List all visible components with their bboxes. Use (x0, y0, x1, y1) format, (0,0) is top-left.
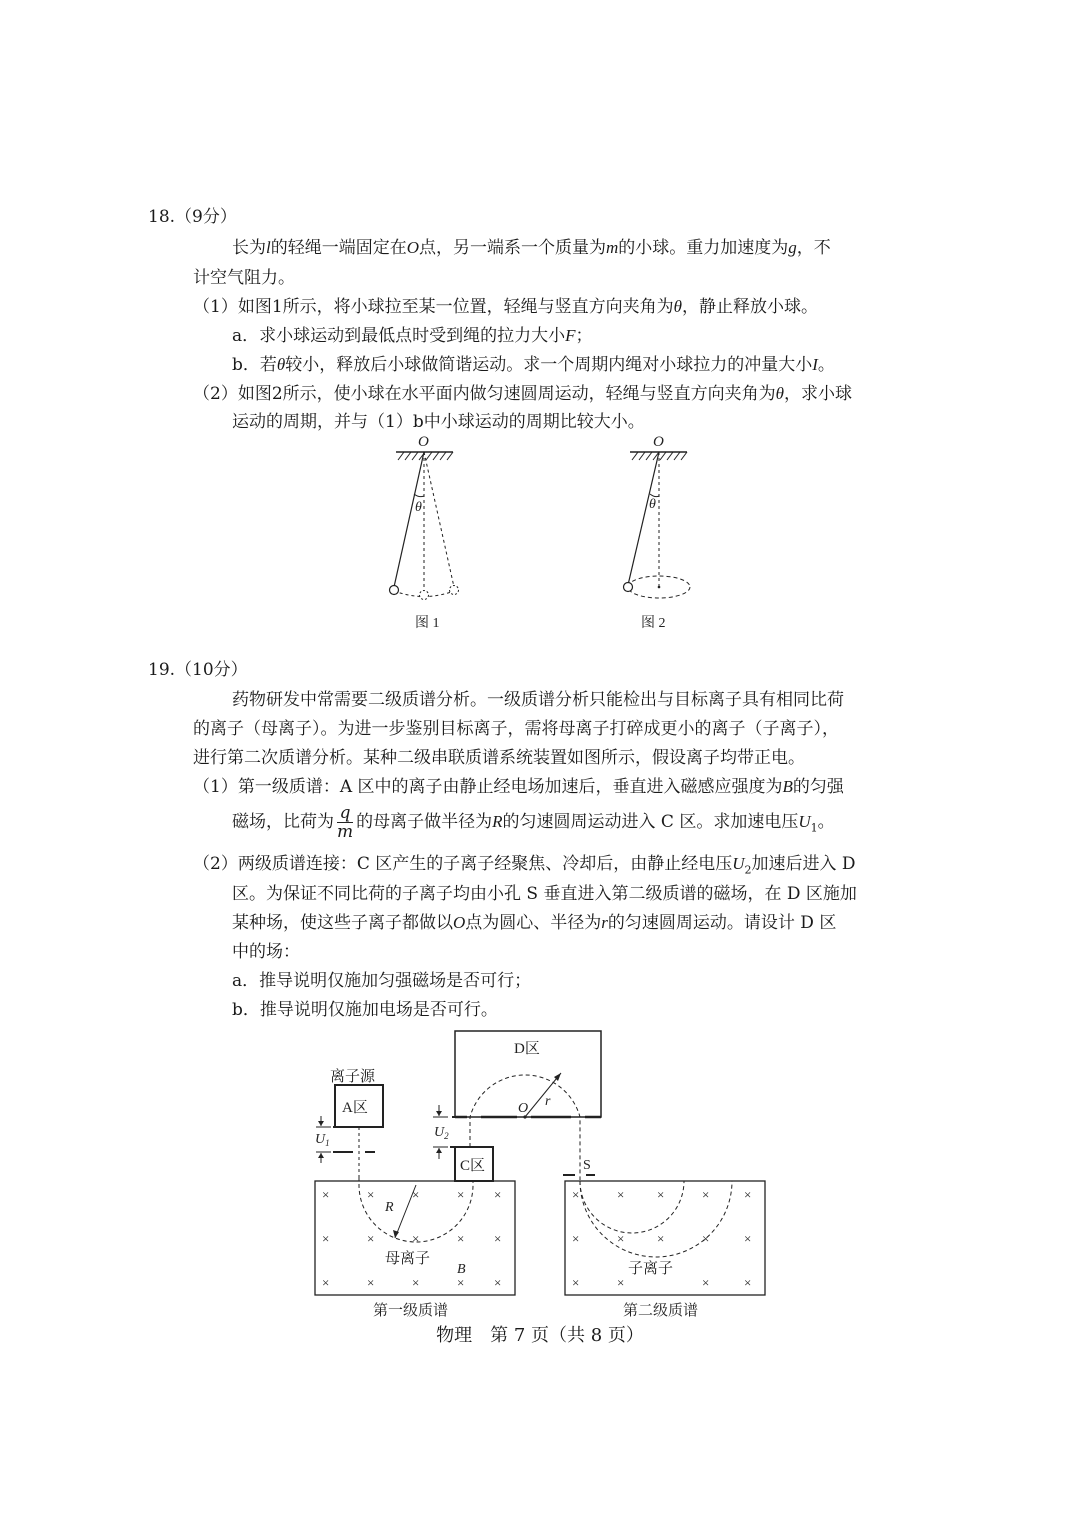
figure-2-conical-pendulum (608, 430, 708, 635)
svg-text:×: × (412, 1187, 420, 1202)
charge-mass-ratio: $\frac{q}{m}$ (337, 803, 354, 842)
first-spectrum-label: 第一级质谱 (373, 1303, 449, 1319)
U1-arrowhead-top (318, 1121, 324, 1126)
q19-part2-line3: 某种场，使这些子离子都做以O点为圆心、半径为r的匀速圆周运动。请设计 D 区 (232, 913, 837, 933)
page-footer: 物理 第 7 页（共 8 页） (436, 1325, 644, 1346)
svg-text:×: × (322, 1187, 330, 1202)
U1-label: $U_1$ (315, 1132, 330, 1148)
q19-part2b: b．推导说明仅施加电场是否可行。 (232, 1000, 498, 1020)
q19-number: 19.（10分） (148, 660, 248, 680)
svg-text:×: × (457, 1187, 465, 1202)
svg-text:×: × (494, 1275, 502, 1290)
U2-label: $U_2$ (434, 1125, 449, 1141)
fig2-theta-label: θ (649, 497, 656, 512)
fig1-ball-bottom (420, 591, 429, 600)
D-r-label: r (545, 1094, 551, 1109)
q18-part2-line2: 运动的周期，并与（1）b中小球运动的周期比较大小。 (232, 412, 645, 432)
fig1-ball (390, 586, 399, 595)
D-zone-label: D区 (514, 1041, 540, 1057)
U2-arrowhead-bottom (436, 1148, 442, 1153)
svg-text:×: × (572, 1187, 580, 1202)
fig1-angle-arc (414, 494, 424, 497)
svg-text:×: × (744, 1231, 752, 1246)
q19-part2a: a．推导说明仅施加匀强磁场是否可行； (232, 971, 532, 991)
second-spectrum-label: 第二级质谱 (623, 1303, 699, 1319)
svg-text:×: × (494, 1187, 502, 1202)
C-zone-label: C区 (460, 1158, 486, 1174)
q19-part2-line2: 区。为保证不同比荷的子离子均由小孔 S 垂直进入第二级质谱的磁场，在 D 区施加 (232, 884, 857, 904)
mass-spectrometer-diagram (305, 1025, 775, 1325)
svg-text:×: × (572, 1231, 580, 1246)
parent-ion-label: 母离子 (385, 1251, 431, 1267)
R-label: R (385, 1200, 394, 1215)
second-spectrum-region (565, 1181, 765, 1295)
svg-text:×: × (457, 1231, 465, 1246)
fig1-O-label: O (418, 434, 429, 450)
fig2-center-point (658, 586, 661, 589)
q19-intro-line1: 药物研发中常需要二级质谱分析。一级质谱分析只能检出与目标离子具有相同比荷 (232, 690, 844, 710)
q19-part1-line2: 磁场，比荷为 $\frac{q}{m}$ 的母离子做半径为R的匀速圆周运动进入 C 区。求加速电压$U_1$。 (232, 803, 835, 842)
child-ion-path-small (580, 1181, 684, 1233)
q18-part1a: a．求小球运动到最低点时受到绳的拉力大小F； (232, 326, 593, 346)
fig1-theta-label: θ (415, 500, 422, 515)
child-ion-label: 子离子 (628, 1261, 674, 1277)
svg-text:×: × (702, 1187, 710, 1202)
svg-text:×: × (617, 1187, 625, 1202)
svg-text:×: × (412, 1275, 420, 1290)
svg-text:×: × (702, 1275, 710, 1290)
q18-part1: （1）如图1所示，将小球拉至某一位置，轻绳与竖直方向夹角为θ，静止释放小球。 (193, 297, 818, 317)
q19-part2-line4: 中的场： (232, 942, 300, 962)
S-label: S (583, 1158, 591, 1173)
q18-intro-line1: 长为l的轻绳一端固定在O点，另一端系一个质量为m的小球。重力加速度为g，不 (232, 238, 831, 258)
q18-part1b: b．若θ较小，释放后小球做简谐运动。求一个周期内绳对小球拉力的冲量大小I。 (232, 355, 835, 375)
q18-intro-line2: 计空气阻力。 (193, 268, 295, 288)
ion-source-label: 离子源 (330, 1069, 376, 1085)
first-spectrum-crosses (322, 1187, 501, 1290)
q18-part2: （2）如图2所示，使小球在水平面内做匀速圆周运动，轻绳与竖直方向夹角为θ，求小球 (193, 384, 852, 404)
svg-text:×: × (572, 1275, 580, 1290)
q19-intro-line3: 进行第二次质谱分析。某种二级串联质谱系统装置如图所示，假设离子均带正电。 (193, 748, 805, 768)
svg-text:×: × (657, 1231, 665, 1246)
fig2-ball (624, 583, 633, 592)
fig1-string (394, 452, 424, 587)
svg-text:×: × (494, 1231, 502, 1246)
fig2-caption: 图 2 (641, 616, 666, 631)
fig1-caption: 图 1 (415, 616, 440, 631)
svg-text:×: × (322, 1231, 330, 1246)
q19-part1: （1）第一级质谱：A 区中的离子由静止经电场加速后，垂直进入磁感应强度为B的匀强 (193, 777, 844, 797)
svg-text:×: × (457, 1275, 465, 1290)
svg-text:×: × (617, 1275, 625, 1290)
svg-text:×: × (412, 1231, 420, 1246)
svg-text:×: × (702, 1231, 710, 1246)
svg-text:×: × (617, 1231, 625, 1246)
svg-text:×: × (657, 1187, 665, 1202)
figure-1-pendulum (380, 430, 490, 635)
B-label: B (457, 1262, 466, 1277)
D-O-label: O (518, 1101, 529, 1116)
svg-text:×: × (744, 1275, 752, 1290)
A-zone-label: A区 (342, 1100, 368, 1116)
svg-text:×: × (367, 1187, 375, 1202)
fig2-string (628, 452, 659, 585)
svg-text:×: × (367, 1231, 375, 1246)
q19-part2: （2）两级质谱连接：C 区产生的子离子经聚焦、冷却后，由静止经电压$U_2$加速后进入 D (193, 854, 856, 877)
q19-intro-line2: 的离子（母离子）。为进一步鉴别目标离子，需将母离子打碎成更小的离子（子离子）， (193, 719, 839, 739)
fig1-ball-right (450, 586, 459, 595)
fig1-mirror-string (424, 452, 454, 587)
U2-arrowhead-top (436, 1111, 442, 1116)
U1-arrowhead-bottom (318, 1153, 324, 1158)
svg-text:×: × (744, 1187, 752, 1202)
q18-number: 18.（9分） (148, 207, 237, 227)
svg-text:×: × (367, 1275, 375, 1290)
svg-text:×: × (322, 1275, 330, 1290)
fig2-O-label: O (653, 434, 664, 450)
D-radius-line (525, 1073, 561, 1117)
